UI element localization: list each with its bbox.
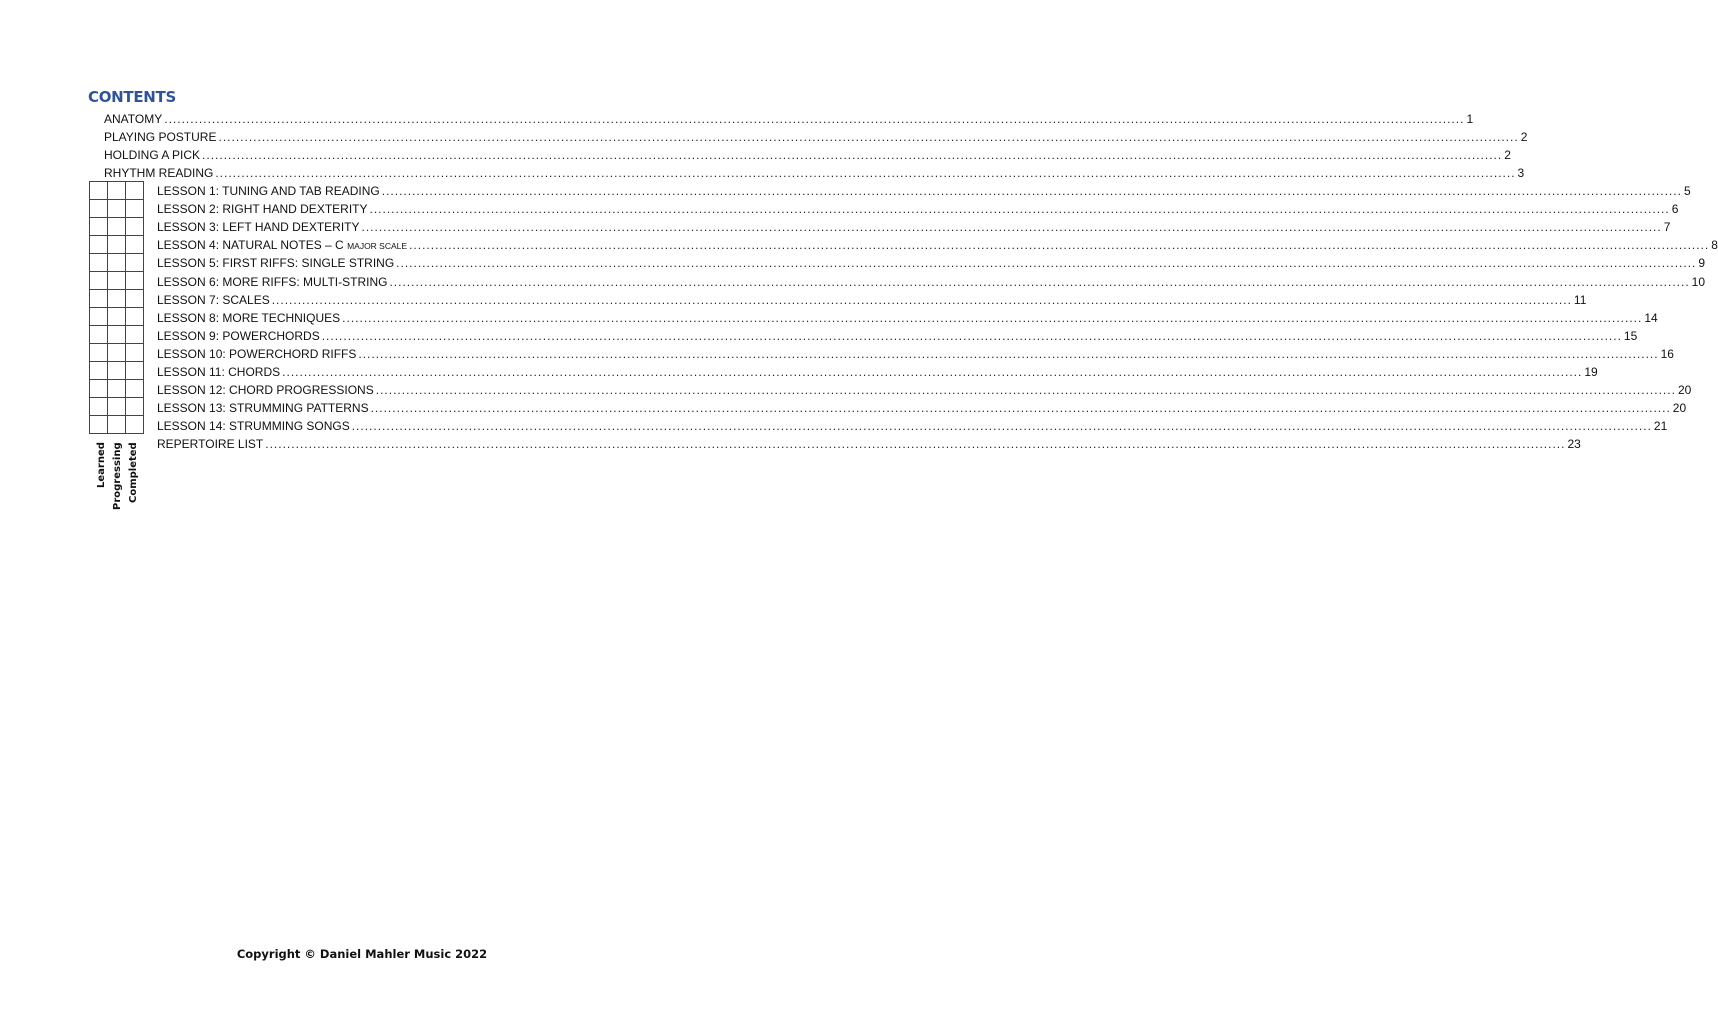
toc-entry[interactable] — [157, 435, 1581, 453]
progress-column-label: Progressing — [112, 442, 123, 510]
toc-page-number: 23 — [1567, 437, 1581, 452]
copyright-footer: Copyright © Daniel Mahler Music 2022 — [236, 947, 488, 961]
toc-entry-label: LESSON 5: FIRST RIFFS: SINGLE STRING — [157, 256, 395, 271]
toc-entry-label: LESSON 7: SCALES — [157, 292, 270, 307]
dot-leader: ............................................................................................................................................................................................................................................................................................................ — [351, 419, 1652, 434]
toc-page-number: 19 — [1584, 365, 1598, 379]
dot-leader: ............................................................................................................................................................................................................................................................................................................ — [342, 310, 1643, 325]
progress-checkbox[interactable] — [126, 308, 144, 326]
progress-checkbox-grid — [89, 181, 144, 434]
toc-entry[interactable] — [157, 182, 1691, 200]
toc-entry-label: LESSON 9: POWERCHORDS — [157, 328, 320, 343]
toc-entry-label: LESSON 8: MORE TECHNIQUES — [157, 310, 341, 325]
toc-page-number: 9 — [1698, 256, 1706, 271]
progress-checkbox[interactable] — [126, 182, 144, 200]
progress-checkbox[interactable] — [108, 398, 126, 416]
toc-entry[interactable] — [157, 327, 1638, 345]
progress-checkbox[interactable] — [108, 416, 126, 434]
progress-checkbox[interactable] — [108, 290, 126, 308]
dot-leader: ............................................................................................................................................................................................................................................................................................................ — [375, 383, 1676, 398]
progress-checkbox[interactable] — [126, 254, 144, 272]
toc-page-number: 8 — [1711, 238, 1718, 253]
toc-page-number: 7 — [1663, 220, 1671, 235]
toc-entry[interactable] — [157, 399, 1687, 417]
toc-page-number: 2 — [1504, 148, 1511, 162]
dot-leader: ............................................................................................................................................................................................................................................................................................................ — [218, 130, 1519, 144]
progress-checkbox[interactable] — [126, 362, 144, 380]
toc-entry[interactable] — [157, 254, 1706, 272]
toc-page-number: 5 — [1683, 184, 1691, 198]
toc-page-number: 2 — [1520, 130, 1528, 144]
progress-checkbox[interactable] — [90, 362, 108, 380]
dot-leader: ............................................................................................................................................................................................................................................................................................................ — [389, 274, 1690, 289]
progress-checkbox[interactable] — [126, 416, 144, 434]
toc-entry-label-smallcaps: MAJOR SCALE — [347, 241, 408, 252]
toc-entry-label: LESSON 12: CHORD PROGRESSIONS — [157, 383, 374, 398]
toc-entry-label: LESSON 6: MORE RIFFS: MULTI-STRING — [157, 274, 388, 289]
toc-page-number: 14 — [1644, 310, 1658, 325]
progress-checkbox[interactable] — [126, 326, 144, 344]
toc-entry[interactable] — [157, 363, 1598, 381]
dot-leader: ............................................................................................................................................................................................................................................................................................................ — [369, 202, 1670, 217]
toc-entry[interactable] — [157, 218, 1671, 236]
progress-checkbox[interactable] — [90, 254, 108, 272]
toc-entry[interactable] — [157, 291, 1587, 309]
progress-checkbox[interactable] — [90, 290, 108, 308]
progress-checkbox[interactable] — [108, 308, 126, 326]
toc-entry-label: HOLDING A PICK — [104, 148, 201, 162]
toc-entry-label: ANATOMY — [104, 112, 163, 126]
progress-checkbox[interactable] — [126, 200, 144, 218]
toc-entry-label: LESSON 10: POWERCHORD RIFFS — [157, 346, 357, 361]
dot-leader: ............................................................................................................................................................................................................................................................................................................ — [381, 184, 1682, 198]
toc-entry[interactable] — [157, 381, 1692, 399]
toc-page-number: 20 — [1677, 383, 1692, 398]
toc-page-number: 11 — [1573, 292, 1587, 307]
progress-checkbox[interactable] — [90, 416, 108, 434]
progress-checkbox[interactable] — [90, 218, 108, 236]
progress-checkbox[interactable] — [90, 308, 108, 326]
toc-entry-label: LESSON 11: CHORDS — [157, 365, 281, 379]
dot-leader: ............................................................................................................................................................................................................................................................................................................ — [164, 112, 1465, 126]
progress-checkbox[interactable] — [90, 200, 108, 218]
progress-checkbox[interactable] — [108, 272, 126, 290]
progress-column-label: Learned — [96, 442, 107, 488]
progress-checkbox[interactable] — [90, 236, 108, 254]
progress-column-label: Completed — [128, 442, 139, 503]
dot-leader: ............................................................................................................................................................................................................................................................................................................ — [396, 256, 1697, 271]
progress-checkbox[interactable] — [126, 398, 144, 416]
toc-entry[interactable] — [104, 128, 1528, 146]
toc-entry[interactable] — [157, 200, 1679, 218]
toc-entry[interactable] — [157, 345, 1674, 363]
progress-checkbox[interactable] — [90, 398, 108, 416]
dot-leader: ............................................................................................................................................................................................................................................................................................................ — [215, 166, 1516, 180]
toc-entry[interactable] — [157, 273, 1706, 291]
progress-checkbox[interactable] — [126, 218, 144, 236]
progress-checkbox[interactable] — [90, 344, 108, 362]
progress-checkbox[interactable] — [108, 236, 126, 254]
toc-page-number: 1 — [1466, 112, 1474, 126]
dot-leader: ............................................................................................................................................................................................................................................................................................................ — [202, 148, 1503, 162]
progress-checkbox[interactable] — [108, 254, 126, 272]
progress-checkbox[interactable] — [108, 200, 126, 218]
toc-entry-label: LESSON 14: STRUMMING SONGS — [157, 419, 350, 434]
dot-leader: ............................................................................................................................................................................................................................................................................................................ — [282, 365, 1583, 379]
progress-checkbox[interactable] — [90, 182, 108, 200]
toc-page-number: 3 — [1517, 166, 1525, 180]
toc-entry-label: RHYTHM READING — [104, 166, 214, 180]
progress-checkbox[interactable] — [108, 380, 126, 398]
dot-leader: ............................................................................................................................................................................................................................................................................................................ — [271, 292, 1572, 307]
toc-page-number: 6 — [1671, 202, 1679, 217]
dot-leader: ............................................................................................................................................................................................................................................................................................................ — [361, 220, 1662, 235]
dot-leader: ............................................................................................................................................................................................................................................................................................................ — [370, 401, 1671, 416]
toc-entry-label: LESSON 3: LEFT HAND DEXTERITY — [157, 220, 360, 235]
progress-checkbox[interactable] — [108, 344, 126, 362]
toc-entry-label: LESSON 4: NATURAL NOTES – C MAJOR SCALE — [157, 238, 408, 253]
toc-page-number: 21 — [1653, 419, 1668, 434]
toc-entry-label: LESSON 13: STRUMMING PATTERNS — [157, 401, 369, 416]
toc-entry-label: REPERTOIRE LIST — [157, 437, 264, 452]
toc-entry[interactable] — [104, 164, 1525, 182]
progress-checkbox[interactable] — [90, 380, 108, 398]
toc-page-number: 16 — [1660, 346, 1674, 361]
dot-leader: ............................................................................................................................................................................................................................................................................................................ — [409, 238, 1710, 253]
dot-leader: ............................................................................................................................................................................................................................................................................................................ — [358, 346, 1659, 361]
progress-checkbox[interactable] — [108, 218, 126, 236]
contents-heading: CONTENTS — [88, 88, 176, 106]
toc-entry-label: LESSON 1: TUNING AND TAB READING — [157, 184, 380, 198]
progress-checkbox[interactable] — [108, 326, 126, 344]
progress-checkbox[interactable] — [126, 344, 144, 362]
toc-page-number: 10 — [1691, 274, 1706, 289]
progress-checkbox[interactable] — [90, 272, 108, 290]
dot-leader: ............................................................................................................................................................................................................................................................................................................ — [321, 328, 1622, 343]
progress-checkbox[interactable] — [126, 380, 144, 398]
progress-checkbox[interactable] — [108, 362, 126, 380]
toc-entry[interactable] — [157, 417, 1668, 435]
toc-entry[interactable] — [104, 110, 1474, 128]
progress-checkbox[interactable] — [90, 326, 108, 344]
progress-checkbox[interactable] — [126, 290, 144, 308]
dot-leader: ............................................................................................................................................................................................................................................................................................................ — [265, 437, 1566, 452]
progress-checkbox[interactable] — [126, 272, 144, 290]
toc-page-number: 20 — [1672, 401, 1687, 416]
progress-checkbox[interactable] — [108, 182, 126, 200]
toc-entry-label: LESSON 2: RIGHT HAND DEXTERITY — [157, 202, 368, 217]
toc-entry[interactable] — [104, 146, 1511, 164]
toc-page-number: 15 — [1623, 328, 1638, 343]
toc-entry[interactable] — [157, 309, 1658, 327]
toc-entry-label: PLAYING POSTURE — [104, 130, 217, 144]
progress-checkbox[interactable] — [126, 236, 144, 254]
toc-entry[interactable] — [157, 236, 1718, 254]
